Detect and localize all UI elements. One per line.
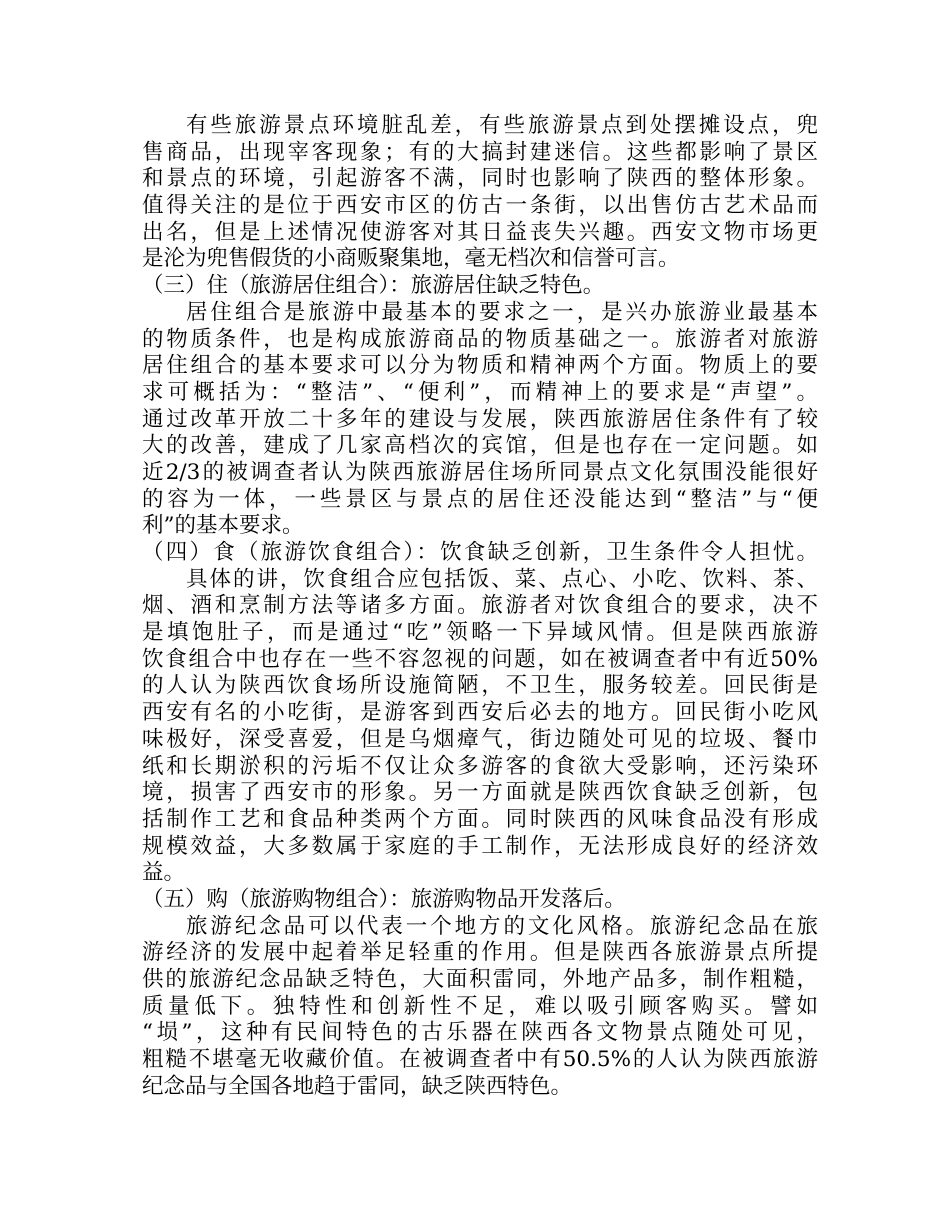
text-line: 括制作工艺和食品种类两个方面。同时陕西的风味食品没有形成 <box>142 806 818 832</box>
text-line: 利”的基本要求。 <box>142 513 304 539</box>
text-line: 售商品，出现宰客现象；有的大搞封建迷信。这些都影响了景区 <box>142 139 818 165</box>
text-line: 益。 <box>142 860 186 886</box>
text-line: 值得关注的是位于西安市区的仿古一条街，以出售仿古艺术品而 <box>142 193 818 219</box>
text-line: 近2/3的被调查者认为陕西旅游居住场所同景点文化氛围没能很好 <box>142 459 818 485</box>
text-line: 的容为一体，一些景区与景点的居住还没能达到“整洁”与“便 <box>142 486 818 512</box>
text-line: （四）食（旅游饮食组合）：饮食缺乏创新，卫生条件令人担忧。 <box>142 540 818 565</box>
text-line: 出名，但是上述情况使游客对其日益丧失兴趣。西安文物市场更 <box>142 219 818 245</box>
text-line: 西安有名的小吃街，是游客到西安后必去的地方。回民街小吃风 <box>142 700 818 726</box>
text-line: 烟、酒和烹制方法等诸多方面。旅游者对饮食组合的要求，决不 <box>142 593 818 619</box>
text-line: 纸和长期淤积的污垢不仅让众多游客的食欲大受影响，还污染环 <box>142 753 818 779</box>
text-line: 和景点的环境，引起游客不满，同时也影响了陕西的整体形象。 <box>142 166 818 192</box>
text-line: 味极好，深受喜爱，但是乌烟瘴气，街边随处可见的垃圾、餐巾 <box>142 726 818 752</box>
text-line: 的物质条件，也是构成旅游商品的物质基础之一。旅游者对旅游 <box>142 326 818 352</box>
text-line: 大的改善，建成了几家高档次的宾馆，但是也存在一定问题。如 <box>142 433 818 459</box>
text-line: 是填饱肚子，而是通过“吃”领略一下异域风情。但是陕西旅游 <box>142 620 818 646</box>
document-page <box>142 113 818 1100</box>
text-line: 旅游纪念品可以代表一个地方的文化风格。旅游纪念品在旅 <box>186 913 818 939</box>
text-line: 通过改革开放二十多年的建设与发展，陕西旅游居住条件有了较 <box>142 406 818 432</box>
text-line: 游经济的发展中起着举足轻重的作用。但是陕西各旅游景点所提 <box>142 940 818 966</box>
text-line: 供的旅游纪念品缺乏特色，大面积雷同，外地产品多，制作粗糙， <box>142 967 818 992</box>
text-line: 饮食组合中也存在一些不容忽视的问题，如在被调查者中有近50% <box>142 646 818 672</box>
text-line: 具体的讲，饮食组合应包括饭、菜、点心、小吃、饮料、茶、 <box>186 566 818 592</box>
text-line: 的人认为陕西饮食场所设施简陋，不卫生，服务较差。回民街是 <box>142 673 818 699</box>
text-line: 纪念品与全国各地趋于雷同，缺乏陕西特色。 <box>142 1073 573 1099</box>
text-line: 质量低下。独特性和创新性不足，难以吸引顾客购买。譬如 <box>142 993 818 1019</box>
text-line: “埙”，这种有民间特色的古乐器在陕西各文物景点随处可见， <box>142 1020 818 1046</box>
text-line: （五）购（旅游购物组合）：旅游购物品开发落后。 <box>142 886 626 912</box>
text-line: （三）住（旅游居住组合）：旅游居住缺乏特色。 <box>142 273 605 299</box>
text-line: 居住组合是旅游中最基本的要求之一，是兴办旅游业最基本 <box>186 299 818 325</box>
text-line: 境，损害了西安市的形象。另一方面就是陕西饮食缺乏创新，包 <box>142 780 818 806</box>
text-line: 规模效益，大多数属于家庭的手工制作，无法形成良好的经济效 <box>142 833 818 859</box>
text-line: 求可概括为：“整洁”、“便利”，而精神上的要求是“声望”。 <box>142 379 818 405</box>
text-line: 有些旅游景点环境脏乱差，有些旅游景点到处摆摊设点，兜 <box>186 113 818 138</box>
text-line: 居住组合的基本要求可以分为物质和精神两个方面。物质上的要 <box>142 353 818 379</box>
text-line: 粗糙不堪毫无收藏价值。在被调查者中有50.5%的人认为陕西旅游 <box>142 1047 818 1073</box>
text-line: 是沦为兜售假货的小商贩聚集地，毫无档次和信誉可言。 <box>142 246 680 272</box>
